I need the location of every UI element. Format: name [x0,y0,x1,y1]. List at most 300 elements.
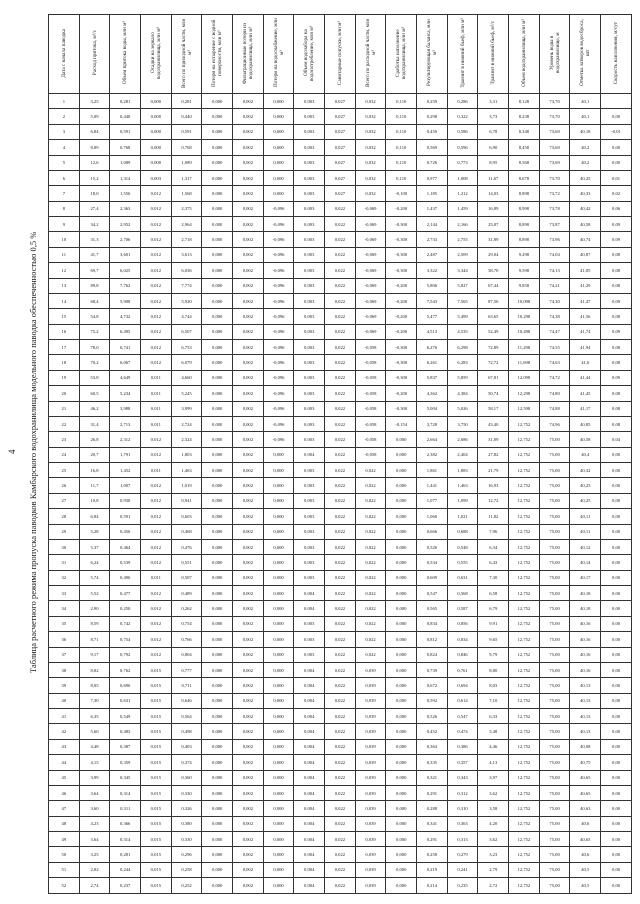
table-cell: 40,13 [570,724,601,739]
table-cell: 31,3 [79,232,110,247]
table-cell: 1,459 [447,201,478,216]
column-header-label: Объем притока воды, млн м³ [122,21,129,85]
table-cell: 0,000 [386,678,417,693]
table-cell: 0,000 [202,586,233,601]
table-cell: 0,739 [417,662,448,677]
table-cell: 3,613 [171,247,202,262]
table-cell: 0,343 [447,770,478,785]
table-cell: 0,012 [141,632,172,647]
table-cell: 0,464 [110,539,141,554]
table-cell: 0,032 [355,170,386,185]
table-cell: 0,015 [141,739,172,754]
table-cell: 75,00 [539,570,570,585]
table-cell: 3,58 [478,801,509,816]
table-cell: 0,022 [325,539,356,554]
table-cell: 2,733 [417,232,448,247]
table-cell: 0,003 [294,478,325,493]
table-cell: 0,000 [386,555,417,570]
table-cell: 6,90 [478,140,509,155]
table-cell: 0,039 [355,755,386,770]
table-cell: 0,003 [294,140,325,155]
table-cell: 40,74 [570,232,601,247]
table-row [49,478,632,493]
table-cell: 0,711 [171,678,202,693]
table-cell: 6,78 [478,124,509,139]
table-cell: -0,058 [355,355,386,370]
table-cell: 40,13 [570,709,601,724]
table-cell: 33 [49,586,80,601]
table-cell: 0,726 [417,155,448,170]
table-cell: 0,00 [601,632,632,647]
table-cell: 8,95 [478,155,509,170]
table-cell: 2,686 [447,432,478,447]
table-cell: 0,011 [141,463,172,478]
table-cell: 7,543 [417,293,448,308]
table-cell: 0,027 [325,155,356,170]
table-cell: 0,022 [325,263,356,278]
column-header [355,15,386,94]
table-cell: 75,00 [539,801,570,816]
table-cell: 0,000 [202,293,233,308]
table-cell: 0,00 [601,539,632,554]
table-cell: 12,752 [509,785,540,800]
table-cell: 75,00 [539,493,570,508]
table-cell: 0,004 [294,755,325,770]
table-cell: 0,002 [233,816,264,831]
table-cell: 2,72 [478,878,509,894]
reservoir-flood-table [48,14,632,894]
table-cell: -0,154 [386,416,417,431]
table-cell: 73,70 [539,170,570,185]
table-row [49,370,632,385]
table-cell: -0,058 [355,447,386,462]
table-cell: 11,7 [79,478,110,493]
table-cell: 0,000 [202,785,233,800]
table-row [49,832,632,847]
table-cell: 0,002 [233,263,264,278]
table-cell: 0,08 [601,263,632,278]
table-cell: 11,67 [478,170,509,185]
table-cell: 0,477 [110,586,141,601]
table-cell: 75,00 [539,739,570,754]
table-cell: -0,096 [263,309,294,324]
table-cell: 0,002 [233,570,264,585]
table-cell: 3,999 [171,401,202,416]
table-cell: 0,000 [202,678,233,693]
table-cell: 0,569 [417,140,448,155]
table-cell: 75,00 [539,862,570,877]
table-cell: 0,00 [601,463,632,478]
table-cell: 0,000 [202,416,233,431]
table-cell: 23 [49,432,80,447]
table-cell: 12,752 [509,662,540,677]
table-cell: 0,564 [171,709,202,724]
table-cell: 8,898 [509,186,540,201]
table-cell: 75,00 [539,478,570,493]
table-cell: 0,000 [202,739,233,754]
table-cell: 0,000 [263,109,294,124]
table-cell: 40,32 [570,463,601,478]
table-cell: 0,768 [171,140,202,155]
table-cell: 0,330 [171,785,202,800]
table-cell: 0,004 [294,447,325,462]
column-header [539,15,570,94]
table-cell: 0,694 [447,678,478,693]
table-cell: 0,039 [355,816,386,831]
table-cell: -0,096 [263,232,294,247]
table-cell: 0,000 [263,570,294,585]
table-cell: 40,58 [570,432,601,447]
table-cell: 0,000 [386,447,417,462]
table-cell: 0,000 [263,662,294,677]
table-cell: 0,032 [355,155,386,170]
table-cell: 10,8 [79,493,110,508]
table-cell: 69,7 [79,263,110,278]
table-cell: 2,382 [417,447,448,462]
table-cell: -0,300 [386,232,417,247]
table-cell: 6,495 [110,324,141,339]
table-cell: 0,004 [294,601,325,616]
table-cell: 2 [49,109,80,124]
table-cell: 0,000 [263,509,294,524]
table-cell: 40,65 [570,832,601,847]
table-cell: 73,69 [539,140,570,155]
table-cell: 0,012 [141,432,172,447]
table-cell: 40,42 [570,201,601,216]
table-cell: 3,25 [79,847,110,862]
table-cell: 0,00 [601,832,632,847]
table-row [49,155,632,170]
table-cell: 0,022 [355,463,386,478]
table-cell: 12,752 [509,601,540,616]
table-cell: 0,039 [355,662,386,677]
table-cell: 6,276 [417,340,448,355]
table-cell: 0,374 [171,755,202,770]
table-cell: 0,022 [355,647,386,662]
table-cell: -0,058 [355,432,386,447]
table-cell: 0,000 [263,878,294,894]
table-cell: 0,022 [325,463,356,478]
table-cell: 0,452 [417,724,448,739]
table-cell: 0,011 [141,401,172,416]
column-header [570,15,601,94]
table-cell: 0,012 [141,232,172,247]
table-row [49,601,632,616]
table-cell: 2,487 [417,247,448,262]
table-cell: 0,244 [110,862,141,877]
table-cell: 0,012 [141,263,172,278]
table-cell: 0,022 [325,709,356,724]
table-row [49,816,632,831]
table-cell: 9,79 [478,647,509,662]
table-cell: 0,022 [325,416,356,431]
table-cell: 0,003 [294,324,325,339]
table-cell: 40,18 [570,586,601,601]
table-cell: 0,000 [386,601,417,616]
column-header [386,15,417,94]
table-cell: 8,458 [509,140,540,155]
table-cell: 0,609 [417,570,448,585]
table-cell: 8,89 [79,140,110,155]
table-cell: 6,283 [447,355,478,370]
table-cell: 5,026 [447,401,478,416]
table-cell: 0,022 [325,293,356,308]
table-cell: 0,012 [141,586,172,601]
table-cell: 0,022 [325,340,356,355]
table-cell: 0,022 [325,478,356,493]
table-cell: 6,067 [110,355,141,370]
table-title: Таблица расчетного режима пропуска паводков Камбарского водохранилища модельного паводка обеспеченностью 0,5 % [28,231,38,673]
table-cell: 43 [49,739,80,754]
column-header [110,15,141,94]
table-cell: 41 [49,709,80,724]
table-cell: 0,022 [325,586,356,601]
table-cell: 0,08 [601,247,632,262]
table-cell: 0,000 [202,324,233,339]
table-cell: 40,11 [570,524,601,539]
table-cell: 0,002 [233,309,264,324]
table-cell: 1,803 [171,447,202,462]
table-cell: -0,096 [263,324,294,339]
table-cell: 0,000 [386,816,417,831]
table-cell: 87,56 [478,293,509,308]
table-cell: 0,534 [417,555,448,570]
table-cell: 0,022 [355,601,386,616]
table-cell: 0,003 [294,463,325,478]
table-cell: 12,752 [509,647,540,662]
table-cell: 31,4 [79,416,110,431]
table-cell: 0,027 [325,124,356,139]
table-cell: 75,00 [539,539,570,554]
table-cell: 75,00 [539,447,570,462]
table-cell: 0,003 [294,524,325,539]
table-cell: 0,000 [202,109,233,124]
table-cell: 67,81 [478,370,509,385]
table-cell: 35 [49,616,80,631]
table-cell: 0,003 [294,186,325,201]
table-cell: 2,718 [171,232,202,247]
table-cell: 4,46 [478,739,509,754]
table-cell: 0,000 [263,755,294,770]
table-cell: 0,000 [202,801,233,816]
table-cell: 8,128 [509,94,540,109]
table-cell: 14 [49,293,80,308]
table-cell: 0,812 [417,632,448,647]
table-cell: 6,35 [79,709,110,724]
table-cell: 16,89 [478,201,509,216]
table-cell: 0,330 [171,832,202,847]
table-cell: 0,000 [263,155,294,170]
table-cell: 0,015 [141,816,172,831]
table-cell: 74,80 [539,386,570,401]
table-cell: 0,012 [141,539,172,554]
table-cell: 1,861 [417,463,448,478]
table-cell: 0,250 [110,601,141,616]
table-cell: 12,752 [509,493,540,508]
table-header-row [49,15,632,94]
table-cell: 17 [49,340,80,355]
table-cell: 1,185 [417,186,448,201]
table-cell: 0,00 [601,755,632,770]
table-row [49,355,632,370]
table-cell: 0,440 [110,109,141,124]
table-row [49,263,632,278]
table-cell: 0,004 [294,816,325,831]
table-row [49,416,632,431]
table-cell: 0,314 [110,785,141,800]
table-cell: 0,363 [447,816,478,831]
column-header-label: Транзит в нижний бьеф, млн м³ [459,18,466,88]
table-cell: 73,72 [539,186,570,201]
table-cell: 0,039 [355,847,386,862]
table-cell: 0,08 [601,386,632,401]
table-cell: -0,01 [601,124,632,139]
table-cell: 25,07 [478,217,509,232]
table-cell: 37 [49,647,80,662]
table-cell: 0,000 [263,493,294,508]
table-cell: 1,060 [417,509,448,524]
table-cell: 0,002 [233,770,264,785]
table-cell: 0,08 [601,355,632,370]
table-cell: 0,002 [233,632,264,647]
table-cell: 1,089 [110,155,141,170]
table-cell: 75,00 [539,816,570,831]
table-cell: 4,20 [478,816,509,831]
table-cell: 31,89 [478,232,509,247]
table-cell: 0,015 [141,709,172,724]
table-cell: 5,908 [110,293,141,308]
table-cell: 75,00 [539,616,570,631]
table-cell: 0,022 [355,555,386,570]
table-cell: 0,357 [447,755,478,770]
table-row [49,724,632,739]
table-cell: 75,00 [539,847,570,862]
table-cell: 40,65 [570,770,601,785]
table-cell: 26,8 [79,432,110,447]
table-cell: 0,002 [233,232,264,247]
table-cell: 12,752 [509,463,540,478]
table-cell: 0,002 [233,416,264,431]
table-row [49,201,632,216]
table-cell: 0,000 [202,140,233,155]
table-cell: 44 [49,755,80,770]
table-cell: 40,13 [570,693,601,708]
table-cell: 0,450 [417,124,448,139]
table-cell: 0,000 [202,463,233,478]
table-cell: 0,646 [171,693,202,708]
column-header-label: Дата с начала паводка [60,28,67,78]
table-cell: 40,18 [570,124,601,139]
table-cell: 6,507 [171,324,202,339]
table-cell: 0,09 [601,370,632,385]
table-cell: 0,003 [294,155,325,170]
table-cell: 49 [49,832,80,847]
table-row [49,862,632,877]
table-cell: 5,37 [79,539,110,554]
table-cell: 4,513 [417,324,448,339]
table-cell: 0,000 [202,847,233,862]
table-cell: 41,17 [570,401,601,416]
table-cell: 1,007 [110,478,141,493]
table-cell: 0,000 [386,493,417,508]
table-cell: 40,85 [570,416,601,431]
table-cell: 0,012 [141,478,172,493]
table-cell: 0,341 [417,816,448,831]
table-cell: 41,47 [570,293,601,308]
table-cell: 0,011 [141,386,172,401]
table-cell: -0,069 [355,217,386,232]
table-cell: 0,002 [233,432,264,447]
table-cell: 41,29 [570,278,601,293]
table-cell: 4,744 [171,309,202,324]
table-cell: 0,00 [601,478,632,493]
table-row [49,616,632,631]
table-cell: 0,002 [233,662,264,677]
table-cell: 0,314 [110,832,141,847]
table-cell: 0,015 [141,862,172,877]
table-cell: 0,012 [141,201,172,216]
table-cell: 40,58 [570,217,601,232]
table-cell: 40,33 [570,186,601,201]
table-cell: 0,312 [447,785,478,800]
table-row [49,539,632,554]
table-cell: 0,000 [202,309,233,324]
table-cell: 0,039 [355,693,386,708]
table-cell: 5,004 [417,401,448,416]
table-cell: 40,6 [570,816,601,831]
table-cell: 7,762 [110,278,141,293]
table-cell: 40,63 [570,801,601,816]
table-cell: 0,002 [233,186,264,201]
table-cell: 0,015 [141,770,172,785]
table-cell: 1,019 [171,478,202,493]
table-cell: 0,022 [325,832,356,847]
table-cell: 0,002 [233,693,264,708]
table-cell: 0,322 [447,109,478,124]
table-cell: 75,00 [539,662,570,677]
column-header [294,15,325,94]
table-cell: 0,586 [447,124,478,139]
column-header-label: Сработка наполнение водохранилища, млн м³ [395,26,408,80]
table-cell: 0,587 [447,601,478,616]
table-cell: 12,752 [509,432,540,447]
table-cell: 4,649 [110,370,141,385]
table-cell: 1,077 [417,493,448,508]
table-cell: 0,022 [325,693,356,708]
table-cell: 0,002 [233,463,264,478]
table-cell: 0,688 [447,524,478,539]
table-cell: 3,344 [447,263,478,278]
table-cell: 4,384 [447,386,478,401]
table-cell: 8 [49,201,80,216]
table-cell: 24 [49,447,80,462]
table-row [49,124,632,139]
table-cell: 0,022 [325,555,356,570]
table-cell: 0,259 [417,94,448,109]
table-cell: 12,6 [79,155,110,170]
table-cell: 6,298 [447,340,478,355]
table-cell: 0,002 [233,370,264,385]
table-cell: 75,00 [539,755,570,770]
column-header-label: Фильтрационные потери из водохранилища, млн м³ [241,22,254,84]
table-cell: 5,74 [79,570,110,585]
table-cell: -0,096 [263,201,294,216]
table-cell: 75,2 [79,324,110,339]
table-cell: 0,003 [294,416,325,431]
table-cell: 0,00 [601,770,632,785]
table-cell: 3,23 [478,847,509,862]
table-cell: 75,00 [539,586,570,601]
